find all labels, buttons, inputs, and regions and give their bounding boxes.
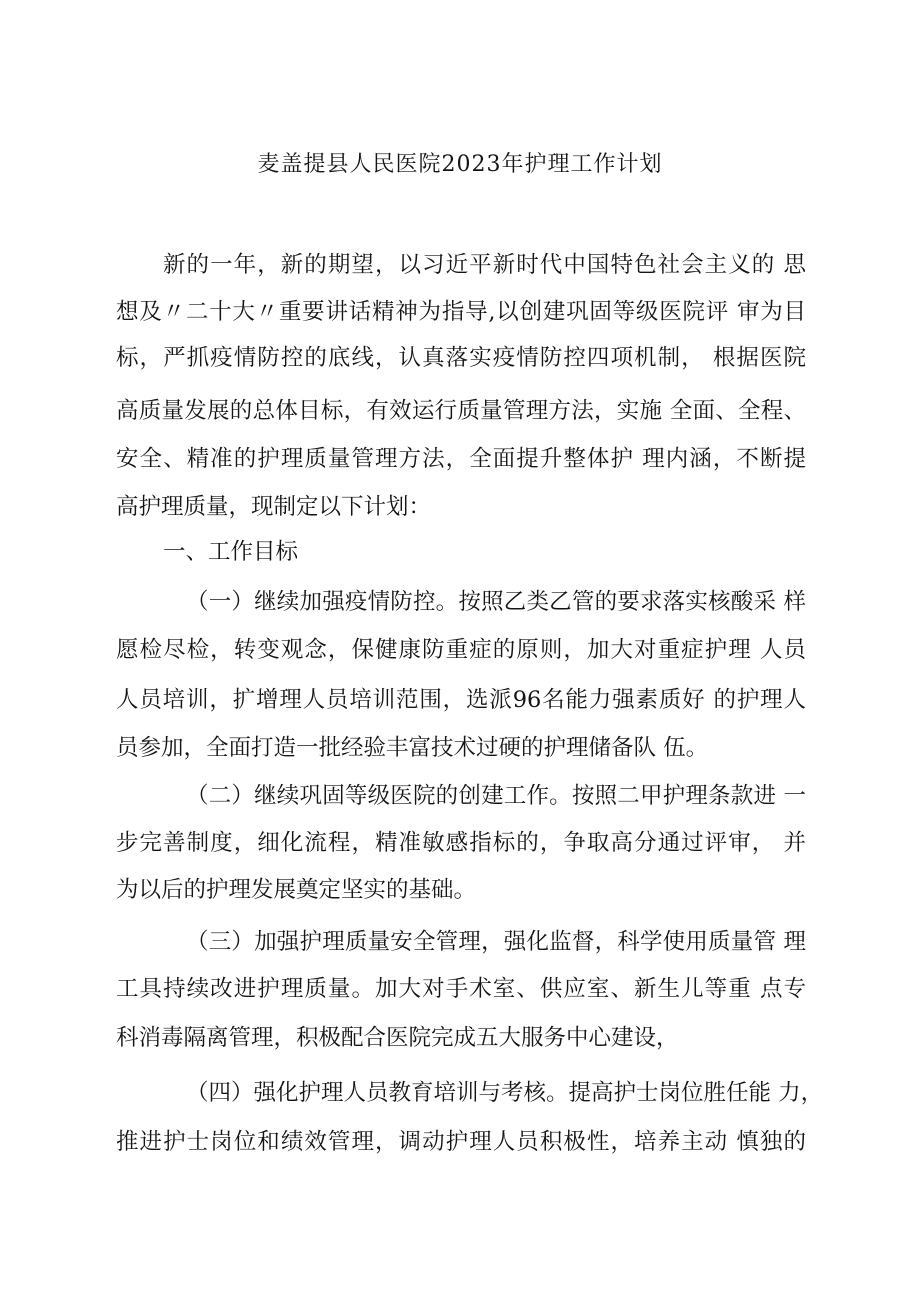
paragraph-line: （三）加强护理质量安全管理，强化监督，科学使用质量管 理 bbox=[186, 929, 806, 955]
paragraph-line: 推进护士岗位和绩效管理，调动护理人员积极性，培养主动 慎独的 bbox=[116, 1129, 806, 1155]
document-title: 麦盖提县人民医院2023年护理工作计划 bbox=[257, 152, 663, 177]
paragraph-line: 愿检尽检，转变观念，保健康防重症的原则，加大对重症护理 人员 bbox=[116, 637, 806, 663]
paragraph-line: 安全、精准的护理质量管理方法，全面提升整体护 理内涵，不断提 bbox=[116, 446, 806, 472]
paragraph-line: 工具持续改进护理质量。加大对手术室、供应室、新生儿等重 点专 bbox=[116, 976, 806, 1002]
paragraph-line: 高质量发展的总体目标，有效运行质量管理方法，实施 全面、全程、 bbox=[116, 398, 806, 424]
paragraph-line: （二）继续巩固等级医院的创建工作。按照二甲护理条款进 一 bbox=[186, 783, 806, 809]
section-heading: 一、工作目标 bbox=[163, 539, 299, 565]
paragraph-line: （四）强化护理人员教育培训与考核。提高护士岗位胜任能 力， bbox=[186, 1080, 824, 1106]
paragraph-line: （一）继续加强疫情防控。按照乙类乙管的要求落实核酸采 样 bbox=[186, 589, 806, 615]
paragraph-line: 员参加，全面打造一批经验丰富技术过硬的护理储备队 伍。 bbox=[116, 735, 709, 761]
paragraph-line: 人员培训，扩增理人员培训范围，选派96名能力强素质好 的护理人 bbox=[116, 687, 806, 713]
paragraph-line: 科消毒隔离管理，积极配合医院完成五大服务中心建设， bbox=[116, 1025, 679, 1051]
paragraph-line: 新的一年，新的期望，以习近平新时代中国特色社会主义的 思 bbox=[163, 252, 806, 278]
paragraph-line: 想及〃二十大〃重要讲话精神为指导,以创建巩固等级医院评 审为目 bbox=[116, 299, 806, 325]
paragraph-line: 高护理质量，现制定以下计划： bbox=[116, 494, 432, 520]
paragraph-line: 步完善制度，细化流程，精准敏感指标的，争取高分通过评审， 并 bbox=[116, 830, 806, 856]
paragraph-line: 标，严抓疫情防控的底线，认真落实疫情防控四项机制， 根据医院 bbox=[116, 345, 806, 371]
paragraph-line: 为以后的护理发展奠定坚实的基础。 bbox=[116, 877, 477, 903]
